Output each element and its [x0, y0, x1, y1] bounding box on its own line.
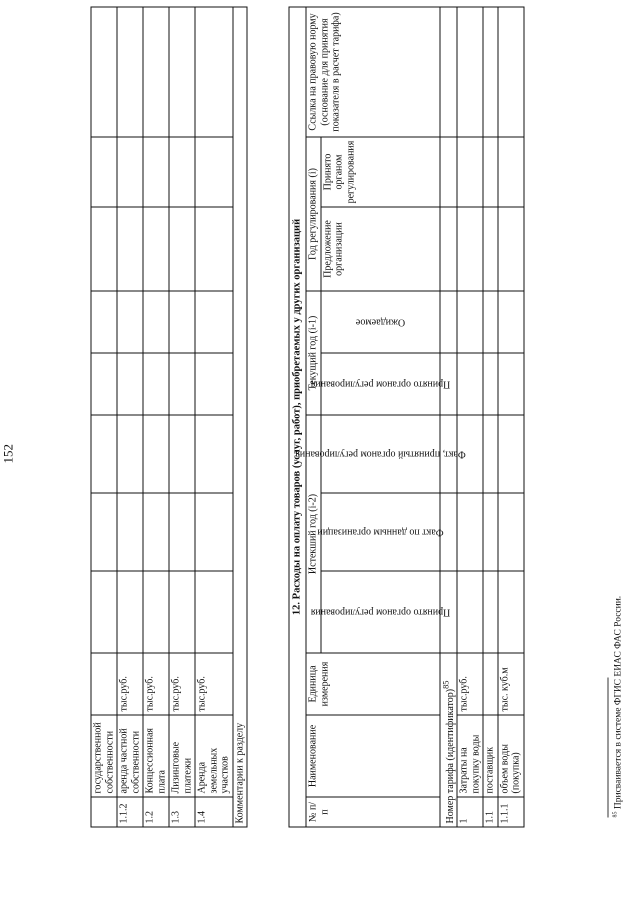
footnote-divider: [607, 677, 608, 817]
row-name: Концессионная плата: [143, 715, 169, 797]
row-name: поставщик: [483, 715, 498, 797]
row-name: Затраты на покупку воды: [457, 715, 483, 797]
table-row: [195, 7, 233, 827]
comment-row: [232, 7, 247, 827]
row-unit: тыс.руб.: [117, 653, 143, 715]
footnote-mark: 85: [612, 811, 618, 817]
row-unit: тыс.руб.: [457, 653, 483, 715]
header-prev-approved: Принято органом регулирования: [320, 571, 439, 653]
header-unit: Единица измерения: [306, 653, 440, 715]
row-number: 1.1.1: [497, 797, 523, 827]
row-name: Аренда земельных участков: [195, 715, 233, 797]
footnote-ref: 85: [440, 680, 450, 689]
row-number: 1.4: [195, 797, 233, 827]
row-number: 1.3: [169, 797, 195, 827]
row-unit: [91, 653, 117, 715]
header-cur-approved: Принято органом регулирования: [320, 353, 439, 415]
table-title: 12. Расходы на оплату товаров (услуг, работ), приобретаемых у других организаций: [289, 6, 306, 826]
header-num: № п/п: [306, 797, 440, 827]
tariff-number-label: Номер тарифа (идентификатор): [443, 688, 455, 823]
table-row: [497, 6, 523, 826]
row-unit: [483, 653, 498, 715]
row-unit: тыс.руб.: [195, 653, 233, 715]
header-cur-year: Текущий год (i-1): [306, 291, 321, 415]
header-reg-approved: Принято органом регулирования: [320, 137, 439, 207]
header-prev-year: Истекший год (i-2): [306, 415, 321, 653]
table-main: [288, 6, 524, 827]
row-unit: тыс.руб.: [143, 653, 169, 715]
table-row: [169, 7, 195, 827]
table-row: [143, 7, 169, 827]
row-unit: тыс. куб.м: [497, 653, 523, 715]
row-number: 1.1: [483, 797, 498, 827]
tariff-number-row: [439, 653, 457, 827]
header-cur-expected: Ожидаемое: [320, 291, 439, 353]
row-number: 1: [457, 797, 483, 827]
header-prev-fact-accepted: Факт, принятый органом регулирования: [320, 415, 439, 493]
row-number: 1.2: [143, 797, 169, 827]
header-reference: Ссылка на правовую норму (основание для принятия показателя в расчет тарифа): [306, 6, 440, 136]
comment-label: Комментарии к разделу: [232, 7, 247, 827]
row-name: аренда частной собственности: [117, 715, 143, 797]
row-number: [91, 797, 117, 827]
row-unit: тыс.руб.: [169, 653, 195, 715]
page-number: 152: [0, 443, 15, 463]
header-reg-year: Год регулирования (i): [306, 137, 321, 291]
row-name: государственной собственности: [91, 715, 117, 797]
header-reg-proposal: Предложение организации: [320, 207, 439, 291]
footnote: [612, 595, 623, 817]
table-row: [457, 6, 483, 826]
table-row: [483, 6, 498, 826]
row-name: Лизинговые платежи: [169, 715, 195, 797]
footnote-text: Присваивается в системе ФГИС ЕИАС ФАС России.: [613, 595, 624, 809]
table-top: [90, 6, 247, 827]
header-name: Наименование: [306, 715, 440, 797]
table-row: [91, 7, 117, 827]
row-number: 1.1.2: [117, 797, 143, 827]
table-row: [117, 7, 143, 827]
row-name: объем воды (покупка): [497, 715, 523, 797]
header-prev-org-data: Факт по данным организации: [320, 493, 439, 571]
